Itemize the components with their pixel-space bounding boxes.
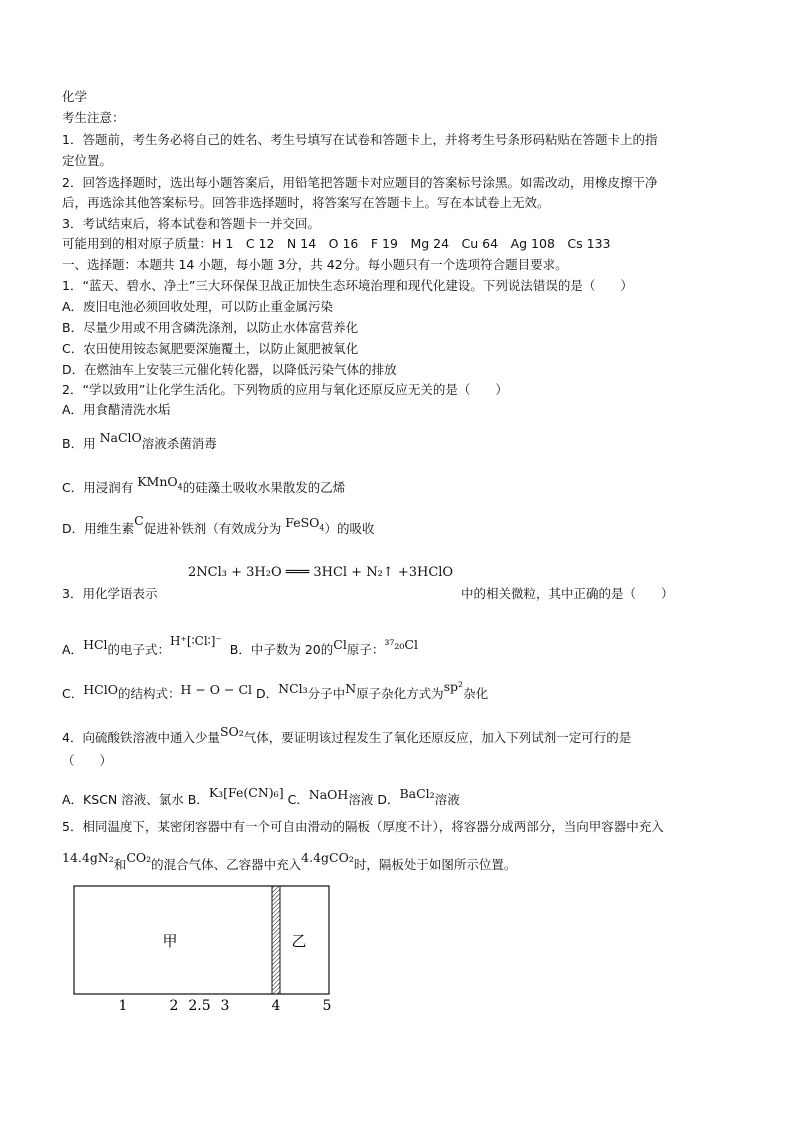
q1-stem: 1．“蓝天、碧水、净土”三大环保保卫战正加快生态环境治理和现代化建设。下列说法错误的是（ ） [62, 278, 633, 293]
formula-cl: Cl [333, 637, 347, 652]
section-heading: 一、选择题：本题共 14 小题，每小题 3分，共 42分。每小题只有一个选项符合题目要求。 [62, 257, 568, 272]
scale-tick-label: 1 [118, 998, 128, 1013]
container-diagram [66, 878, 341, 1013]
q5-line-2: 14.4gN₂和CO₂的混合气体、乙容器中充入4.4gCO₂时，隔板处于如图所示位置。 [62, 850, 517, 872]
vitamin-c-label: C [134, 513, 144, 528]
scale-tick-label: 2.5 [188, 998, 211, 1013]
q1-option-a: A．废旧电池必须回收处理，可以防止重金属污染 [62, 299, 334, 314]
page-title: 化学 [62, 89, 88, 104]
formula-kmno4: KMnO$_4$ [137, 474, 183, 492]
q4-stem-paren: （ ） [62, 753, 113, 768]
q1-option-c: C．农田使用铵态氮肥要深施覆土，以防止氮肥被氧化 [62, 341, 359, 356]
chamber-jia-label: 甲 [162, 932, 178, 950]
note-3: 3．考试结束后，将本试卷和答题卡一并交回。 [62, 216, 320, 231]
formula-bacl2: BaCl₂ [399, 786, 435, 801]
scale-tick-label: 2 [169, 998, 179, 1013]
q3-option-ab: A．HCl的电子式：H⁺[∶Cl∶]⁻ B．中子数为 20的Cl原子：³⁷₂₀Cl [62, 634, 418, 657]
note-2: 2．回答选择题时，选出每小题答案后，用铅笔把答题卡对应题目的答案标号涂黑。如需改动，用橡皮擦干净 [62, 175, 658, 190]
n-atom: N [345, 681, 357, 696]
q3-stem-start: 3．用化学语表示 [62, 586, 158, 601]
q3-equation: 2NCl₃ + 3H₂O ═══ 3HCl + N₂↑ +3HClO [188, 565, 454, 580]
q2-option-a: A．用食醋清洗水垢 [62, 402, 171, 417]
q1-option-d: D．在燃油车上安装三元催化转化器，以降低污染气体的排放 [62, 362, 397, 377]
q5-line-1: 5．相同温度下，某密闭容器中有一个可自由滑动的隔板（厚度不计），将容器分成两部分，当向甲容器中充入 [62, 819, 664, 834]
q2-option-b: B．用 NaClO溶液杀菌消毒 [62, 430, 217, 451]
formula-so2: SO₂ [219, 724, 244, 739]
scale-tick-label: 5 [322, 998, 332, 1013]
q3-stem-end: 中的相关微粒，其中正确的是（ ） [461, 586, 674, 601]
hcl-electron-formula: H⁺[∶Cl∶]⁻ [170, 634, 222, 648]
formula-n2-mass: 14.4gN₂ [62, 850, 114, 865]
q2-stem: 2．“学以致用”让化学生活化。下列物质的应用与氧化还原反应无关的是（ ） [62, 382, 508, 397]
formula-feso4: FeSO$_4$ [285, 515, 325, 533]
scale-tick-label: 4 [271, 998, 281, 1013]
atomic-masses: 可能用到的相对原子质量：H 1 C 12 N 14 O 16 F 19 Mg 24 Cu 64 Ag 108 Cs 133 [62, 236, 611, 251]
partition [272, 886, 280, 994]
q2-option-c: C．用浸润有 KMnO$_4$的硅藻土吸收水果散发的乙烯 [62, 474, 346, 495]
note-1: 1．答题前，考生务必将自己的姓名、考生号填写在试卷和答题卡上，并将考生号条形码粘贴在答题卡上的指 [62, 132, 658, 147]
formula-hclo: HClO [83, 682, 118, 697]
hclo-structure: H − O − Cl [180, 682, 253, 697]
cl-isotope-notation: ³⁷₂₀Cl [384, 637, 418, 652]
formula-co2: CO₂ [126, 850, 152, 865]
formula-naclo: NaClO [99, 430, 142, 445]
q4-stem: 4．向硫酸铁溶液中通入少量SO₂气体，要证明该过程发生了氧化还原反应，加入下列试剂一定可行的是 [62, 724, 632, 745]
formula-hcl: HCl [83, 637, 108, 652]
q4-options: A．KSCN 溶液、氯水 B．K₃[Fe(CN)₆] C．NaOH溶液 D．BaCl₂溶液 [62, 785, 460, 807]
chamber-yi-label: 乙 [291, 932, 307, 950]
q1-option-b: B．尽量少用或不用含磷洗涤剂，以防止水体富营养化 [62, 320, 359, 335]
note-2-cont: 后，再选涂其他答案标号。回答非选择题时，将答案写在答题卡上。写在本试卷上无效。 [62, 195, 550, 210]
formula-naoh: NaOH [308, 787, 349, 802]
q2-option-d: D．用维生素C促进补铁剂（有效成分为 FeSO$_4$）的吸收 [62, 513, 375, 536]
sp2-hybrid: sp² [443, 679, 464, 694]
note-1-cont: 定位置。 [62, 153, 113, 168]
q3-option-cd: C．HClO的结构式：H − O − Cl D．NCl₃分子中N原子杂化方式为sp²杂化 [62, 679, 489, 701]
formula-ncl3: NCl₃ [278, 681, 308, 696]
formula-k3fecn6: K₃[Fe(CN)₆] [208, 785, 284, 800]
scale-tick-label: 3 [220, 998, 230, 1013]
formula-co2-mass: 4.4gCO₂ [301, 850, 354, 865]
notice-heading: 考生注意： [62, 110, 125, 125]
